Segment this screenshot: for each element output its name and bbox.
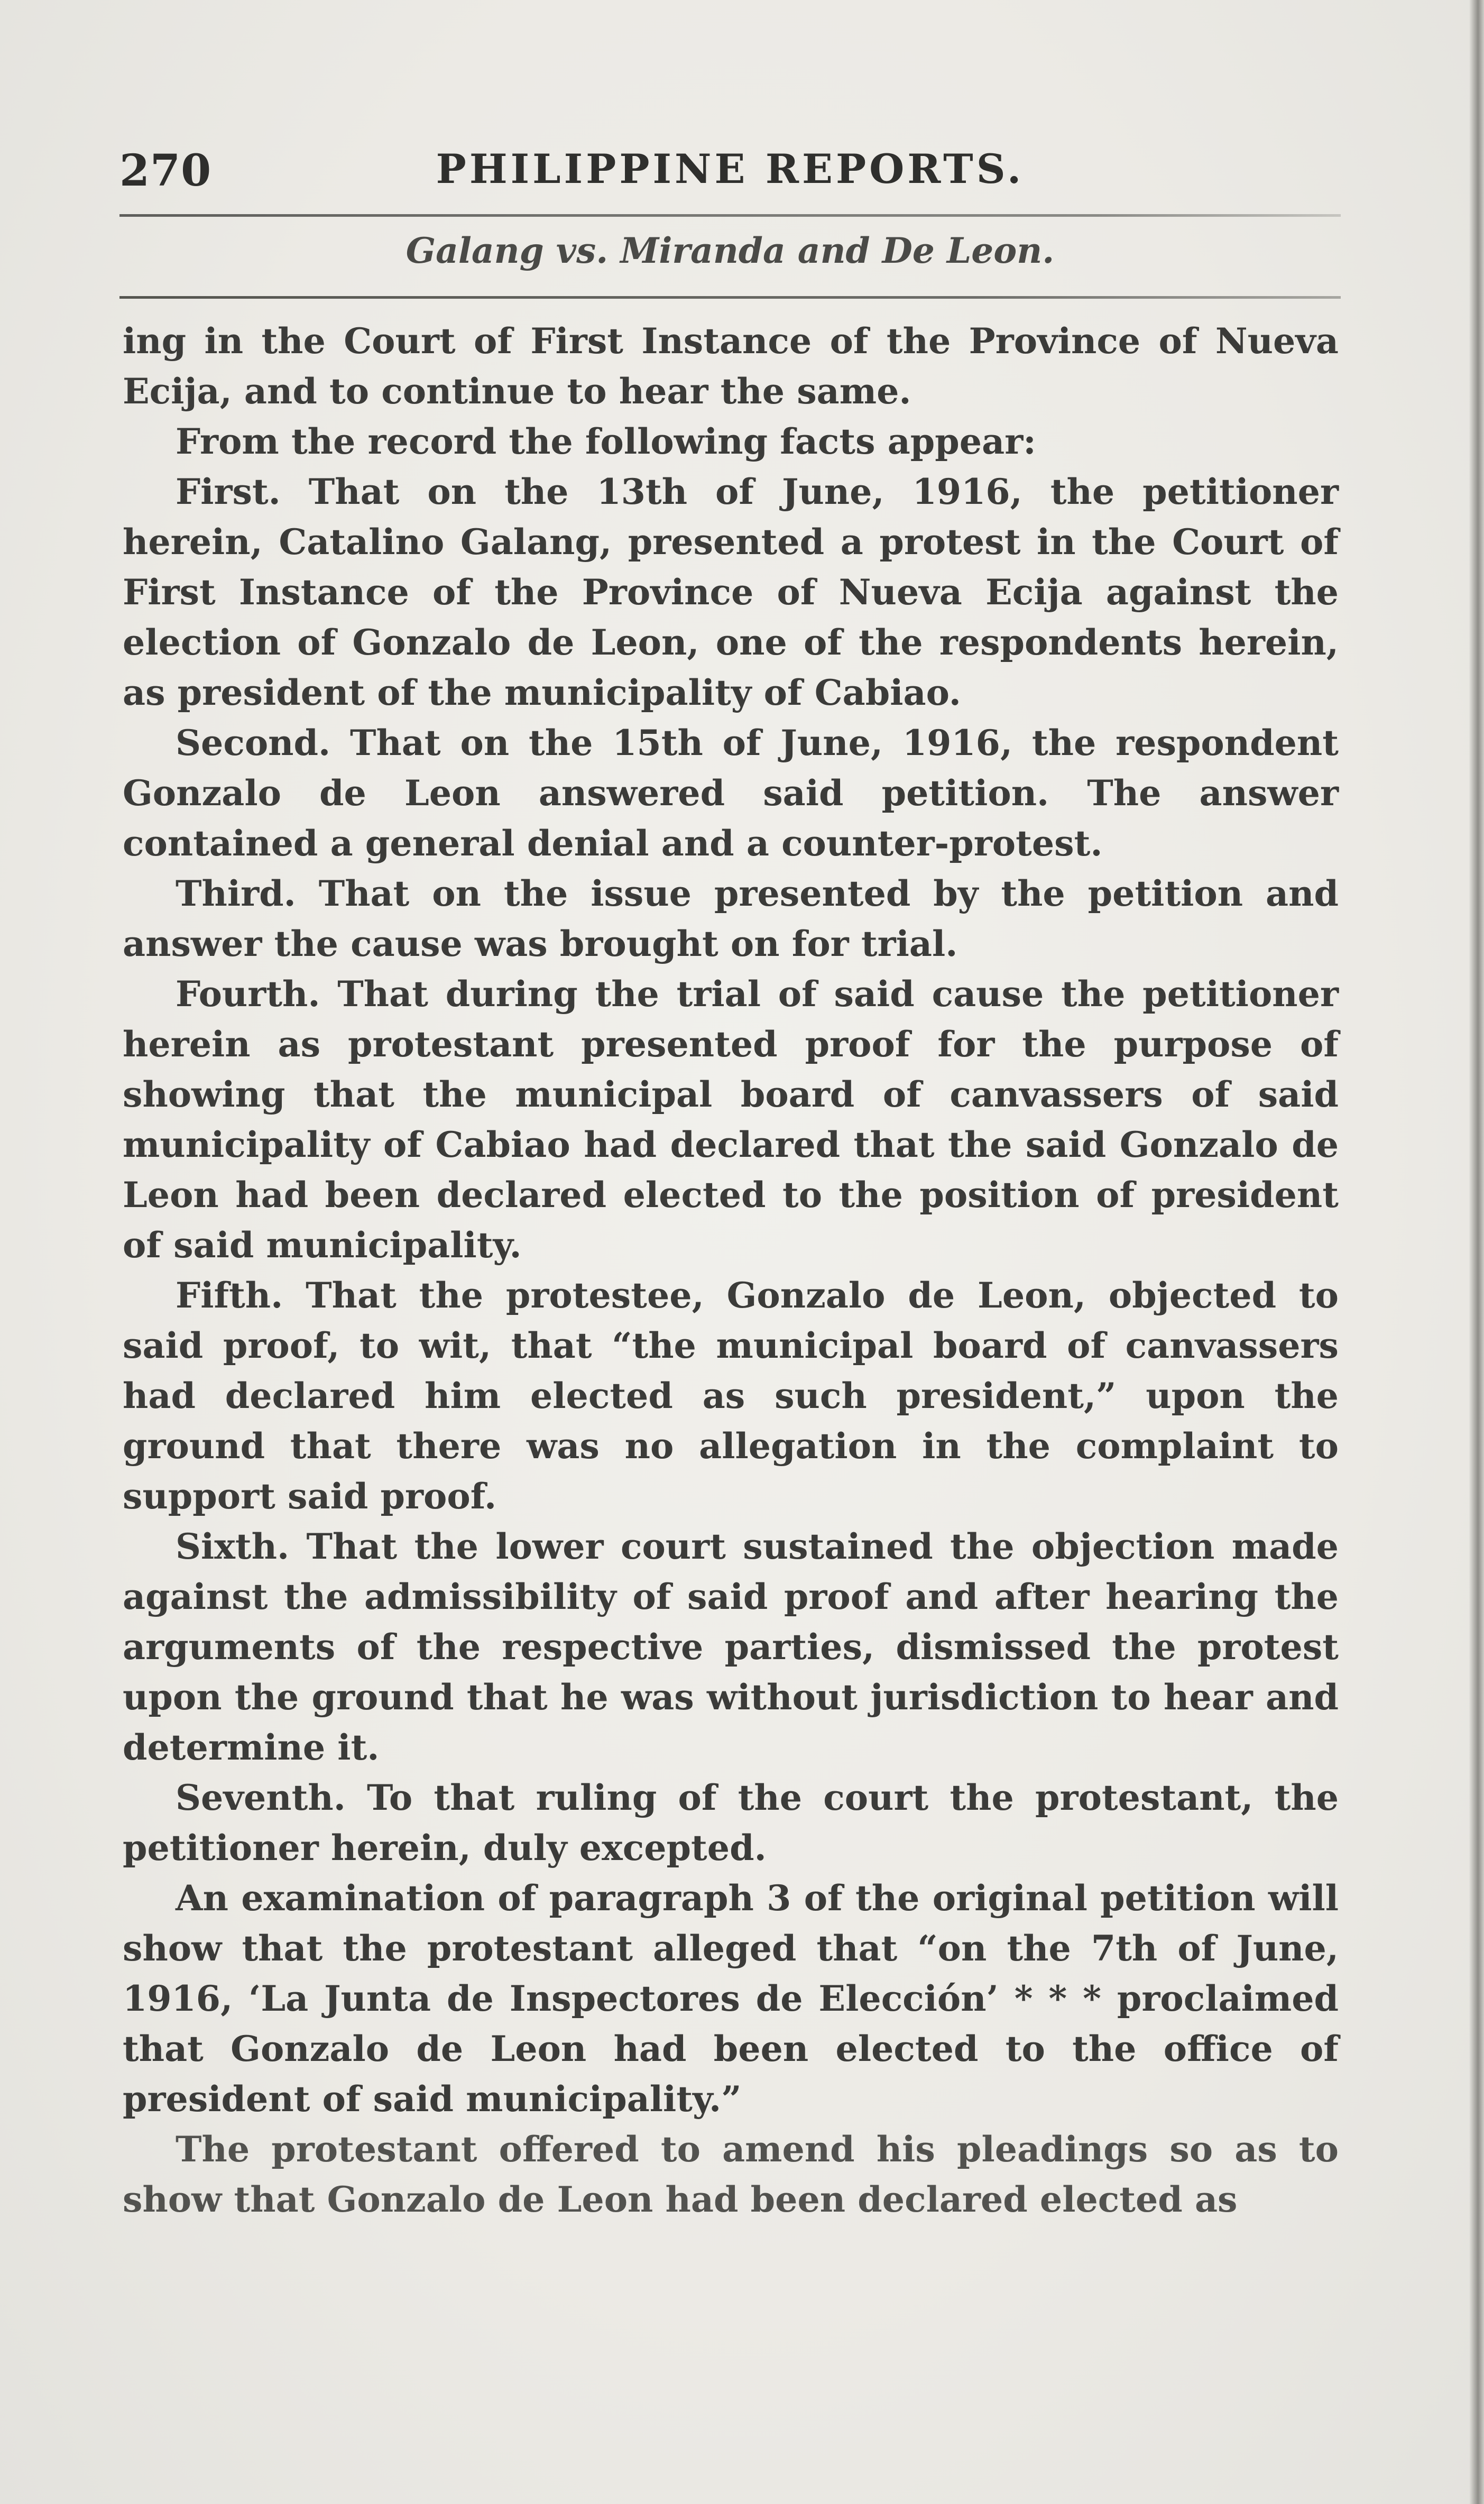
paragraph-record-facts: From the record the following facts appear:: [176, 421, 1036, 462]
paragraph-second: Second. That on the 15th of June, 1916, the respondent Gonzalo de Leon answered said petition. The answer contained a general denial and a counter-protest.: [123, 722, 1339, 864]
paragraph-fifth: Fifth. That the protestee, Gonzalo de Leon, objected to said proof, to wit, that “the municipal board of canvassers had declared him elected as such president,” upon the ground that there was no allegation in the complaint to support said proof.: [123, 1275, 1339, 1517]
paragraph-continuation: ing in the Court of First Instance of the Province of Nueva Ecija, and to continue to hear the same.: [123, 320, 1339, 412]
journal-title: PHILIPPINE REPORTS.: [436, 145, 1025, 192]
paragraph-first: First. That on the 13th of June, 1916, the petitioner herein, Catalino Galang, presented a protest in the Court of First Instance of the Province of Nueva Ecija against the election of Gonzalo de Leon, one of the respondents herein, as president of the municipality of Cabiao.: [123, 471, 1339, 713]
body-text: [123, 316, 1339, 2225]
paragraph-examination: An examination of paragraph 3 of the original petition will show that the protestant alleged that “on the 7th of June, 1916, ‘La Junta de Inspectores de Elección’ * * * proclaimed that Gonzalo de Leon had been elected to the office of president of said municipality.”: [123, 1877, 1339, 2120]
case-title: Galang vs. Miranda and De Leon.: [405, 230, 1055, 271]
paragraph-seventh: Seventh. To that ruling of the court the protestant, the petitioner herein, duly excepted.: [123, 1777, 1339, 1868]
header-rule-top: [119, 214, 1341, 217]
paragraph-third: Third. That on the issue presented by the petition and answer the cause was brought on for trial.: [123, 873, 1339, 964]
header-rule-bottom: [119, 296, 1341, 299]
paragraph-fourth: Fourth. That during the trial of said cause the petitioner herein as protestant presented proof for the purpose of showing that the municipal board of canvassers of said municipality of Cabiao had declared that the said Gonzalo de Leon had been declared elected to the position of president of said municipality.: [123, 973, 1339, 1266]
running-head: [119, 140, 1341, 209]
page-edge-shadow: [1469, 0, 1484, 2504]
paragraph-sixth: Sixth. That the lower court sustained the objection made against the admissibility of said proof and after hearing the arguments of the respective parties, dismissed the protest upon the ground that he was without jurisdiction to hear and determine it.: [123, 1526, 1339, 1768]
paragraph-amend: The protestant offered to amend his pleadings so as to show that Gonzalo de Leon had been declared elected as: [123, 2129, 1339, 2220]
page-number: 270: [119, 145, 212, 196]
